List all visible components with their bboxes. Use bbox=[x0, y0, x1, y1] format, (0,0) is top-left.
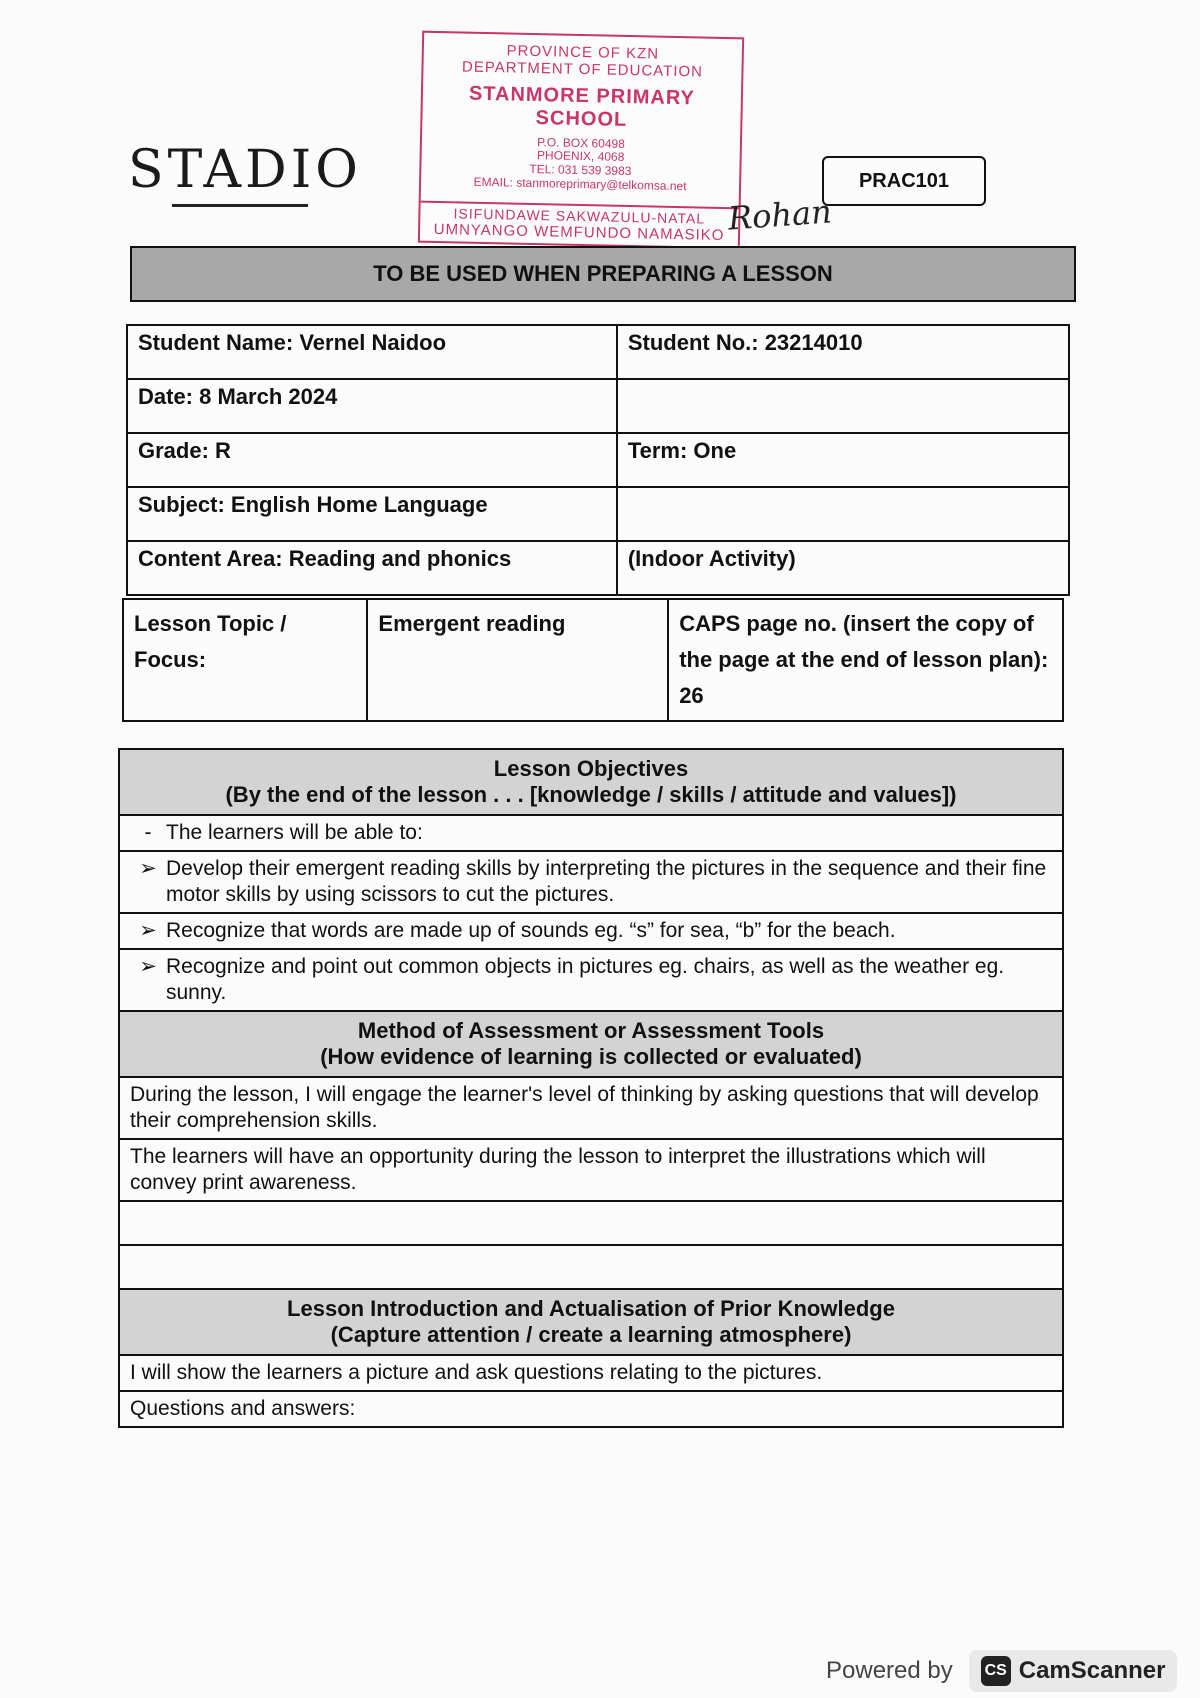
stamp-school: STANMORE PRIMARY SCHOOL bbox=[468, 82, 696, 131]
camscanner-brand: CamScanner bbox=[1018, 1657, 1166, 1684]
term: Term: One bbox=[617, 433, 1069, 487]
objectives-header bbox=[119, 749, 1063, 815]
caps-page: CAPS page no. (insert the copy of the page at the end of lesson plan): 26 bbox=[668, 599, 1063, 721]
stamp-bottom-1: ISIFUNDAWE SAKWAZULU-NATAL bbox=[420, 200, 738, 227]
stamp-bottom-2: UMNYANGO WEMFUNDO NAMASIKO bbox=[433, 220, 725, 244]
objective-row bbox=[119, 949, 1063, 1011]
stadio-logo: STADIO bbox=[128, 140, 362, 200]
assessment-subtitle: (How evidence of learning is collected or evaluated) bbox=[320, 1044, 862, 1069]
stamp-department: DEPARTMENT OF EDUCATION bbox=[461, 58, 704, 81]
stamp-tel: TEL: 031 539 3983 bbox=[529, 162, 632, 179]
assessment-row: During the lesson, I will engage the learner's level of thinking by asking questions that will develop their comprehension skills. bbox=[119, 1077, 1063, 1139]
introduction-row: I will show the learners a picture and ask questions relating to the pictures. bbox=[119, 1355, 1063, 1391]
lesson-plan-table bbox=[118, 748, 1064, 1428]
powered-by-label: Powered by bbox=[826, 1657, 953, 1684]
stamp-box: P.O. BOX 60498 bbox=[536, 134, 626, 151]
introduction-row: Questions and answers: bbox=[119, 1391, 1063, 1427]
arrow-bullet-icon: ➢ bbox=[139, 857, 157, 880]
scanner-footer bbox=[826, 1650, 1177, 1692]
objectives-title: Lesson Objectives bbox=[493, 756, 689, 781]
objectives-intro: The learners will be able to: bbox=[166, 821, 423, 844]
topic-label: Lesson Topic / Focus: bbox=[123, 599, 367, 721]
objective-text: Recognize that words are made up of sounds eg. “s” for sea, “b” for the beach. bbox=[166, 919, 896, 942]
stamp-province: PROVINCE OF KZN bbox=[506, 42, 660, 63]
subject: Subject: English Home Language bbox=[127, 487, 617, 541]
dash-bullet: - bbox=[144, 821, 152, 844]
assessment-title: Method of Assessment or Assessment Tools bbox=[357, 1018, 825, 1043]
empty-cell bbox=[617, 379, 1069, 433]
form-banner: TO BE USED WHEN PREPARING A LESSON bbox=[130, 246, 1076, 302]
content-area: Content Area: Reading and phonics bbox=[127, 541, 617, 595]
camscanner-icon: CS bbox=[981, 1656, 1011, 1686]
student-number: Student No.: 23214010 bbox=[617, 325, 1069, 379]
student-name: Student Name: Vernel Naidoo bbox=[127, 325, 617, 379]
lesson-date: Date: 8 March 2024 bbox=[127, 379, 617, 433]
camscanner-badge bbox=[969, 1650, 1178, 1692]
lesson-topic-table bbox=[122, 598, 1064, 722]
activity-type: (Indoor Activity) bbox=[617, 541, 1069, 595]
introduction-subtitle: (Capture attention / create a learning atmosphere) bbox=[330, 1322, 852, 1347]
blank-row bbox=[119, 1245, 1063, 1289]
assessment-header bbox=[119, 1011, 1063, 1077]
assessment-row: The learners will have an opportunity during the lesson to interpret the illustrations which will convey print awareness. bbox=[119, 1139, 1063, 1201]
objective-text: Develop their emergent reading skills by interpreting the pictures in the sequence and their fine motor skills by using scissors to cut the pictures. bbox=[166, 857, 1047, 906]
objectives-subtitle: (By the end of the lesson . . . [knowledge / skills / attitude and values]) bbox=[225, 782, 957, 807]
introduction-title: Lesson Introduction and Actualisation of Prior Knowledge bbox=[287, 1296, 895, 1321]
empty-cell bbox=[617, 487, 1069, 541]
objective-row bbox=[119, 851, 1063, 913]
arrow-bullet-icon: ➢ bbox=[139, 919, 157, 942]
stamp-city: PHOENIX, 4068 bbox=[536, 148, 625, 165]
signature: Rohan bbox=[726, 192, 833, 238]
blank-row bbox=[119, 1201, 1063, 1245]
introduction-header bbox=[119, 1289, 1063, 1355]
logo-underline bbox=[172, 204, 308, 207]
grade: Grade: R bbox=[127, 433, 617, 487]
student-info-table bbox=[126, 324, 1070, 596]
objectives-intro-row bbox=[119, 815, 1063, 851]
objective-text: Recognize and point out common objects in pictures eg. chairs, as well as the weather eg. sunny. bbox=[166, 955, 1005, 1004]
school-stamp bbox=[418, 31, 744, 250]
module-code: PRAC101 bbox=[822, 156, 986, 206]
objective-row bbox=[119, 913, 1063, 949]
arrow-bullet-icon: ➢ bbox=[139, 955, 157, 978]
stamp-email: EMAIL: stanmoreprimary@telkomsa.net bbox=[473, 174, 687, 194]
topic-value: Emergent reading bbox=[367, 599, 668, 721]
